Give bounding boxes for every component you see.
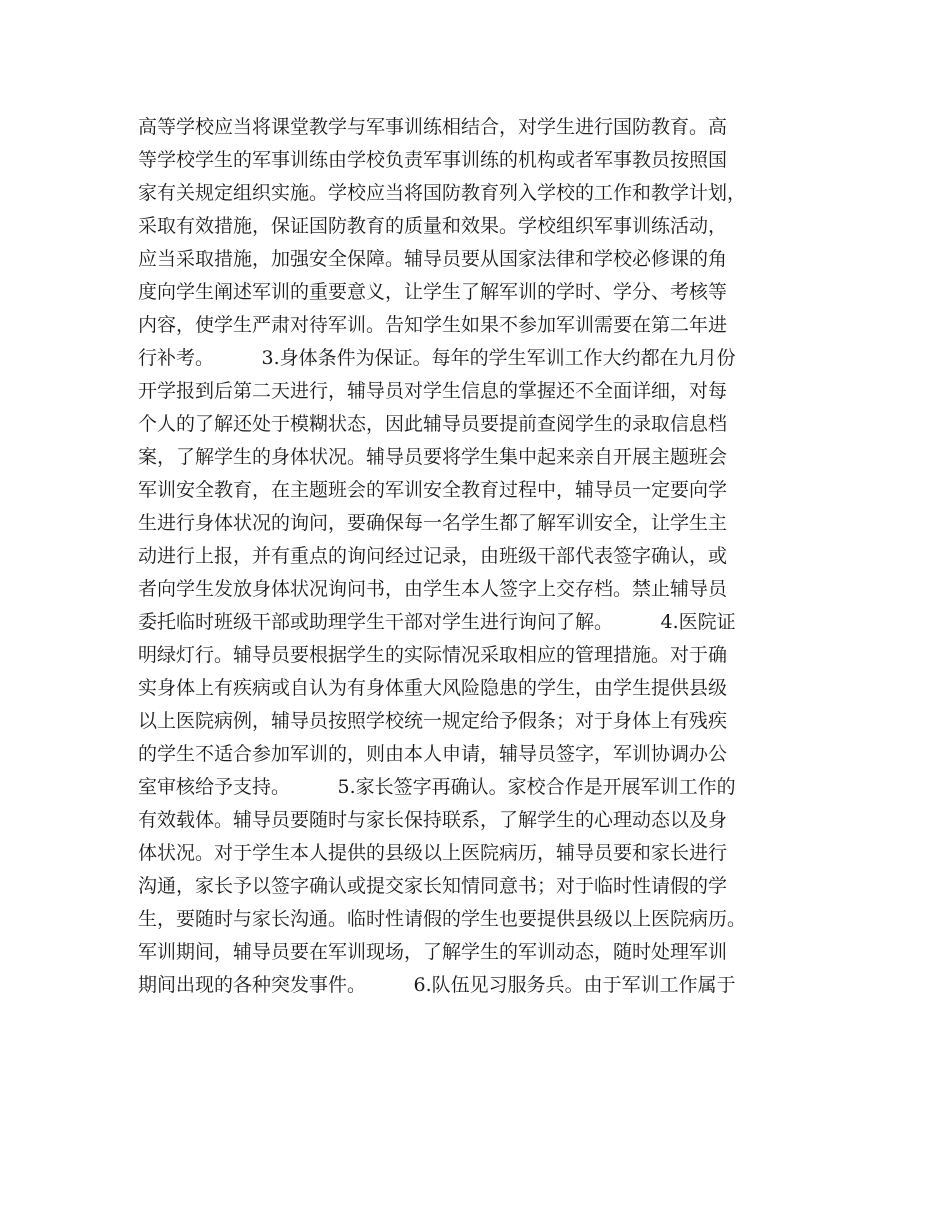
text-line: 委托临时班级干部或助理学生干部对学生进行询问了解。 4.医院证 [138, 611, 736, 633]
text-line: 实身体上有疾病或自认为有身体重大风险隐患的学生，由学生提供县级 [138, 677, 728, 699]
text-line: 明绿灯行。辅导员要根据学生的实际情况采取相应的管理措施。对于确 [138, 644, 728, 666]
text-line: 内容，使学生严肃对待军训。告知学生如果不参加军训需要在第二年进 [138, 314, 728, 336]
text-line: 以上医院病例，辅导员按照学校统一规定给予假条；对于身体上有残疾 [138, 710, 728, 732]
text-line: 应当采取措施，加强安全保障。辅导员要从国家法律和学校必修课的角 [138, 248, 728, 270]
text-line: 开学报到后第二天进行，辅导员对学生信息的掌握还不全面详细，对每 [138, 380, 728, 402]
text-line: 行补考。 3.身体条件为保证。每年的学生军训工作大约都在九月份 [138, 347, 736, 369]
text-line: 案，了解学生的身体状况。辅导员要将学生集中起来亲自开展主题班会 [138, 446, 728, 468]
text-line: 军训安全教育，在主题班会的军训安全教育过程中，辅导员一定要向学 [138, 479, 728, 501]
text-line: 高等学校应当将课堂教学与军事训练相结合，对学生进行国防教育。高 [138, 116, 728, 138]
text-line: 军训期间，辅导员要在军训现场，了解学生的军训动态，随时处理军训 [138, 941, 728, 963]
text-line: 室审核给予支持。 5.家长签字再确认。家校合作是开展军训工作的 [138, 776, 736, 798]
text-line: 生，要随时与家长沟通。临时性请假的学生也要提供县级以上医院病历。 [138, 908, 747, 930]
text-line: 度向学生阐述军训的重要意义，让学生了解军训的学时、学分、考核等 [138, 281, 728, 303]
text-line: 者向学生发放身体状况询问书，由学生本人签字上交存档。禁止辅导员 [138, 578, 728, 600]
text-line: 采取有效措施，保证国防教育的质量和效果。学校组织军事训练活动， [138, 215, 728, 237]
text-line: 生进行身体状况的询问，要确保每一名学生都了解军训安全，让学生主 [138, 512, 728, 534]
text-line: 个人的了解还处于模糊状态，因此辅导员要提前查阅学生的录取信息档 [138, 413, 728, 435]
text-line: 等学校学生的军事训练由学校负责军事训练的机构或者军事教员按照国 [138, 149, 728, 171]
text-line: 期间出现的各种突发事件。 6.队伍见习服务兵。由于军训工作属于 [138, 974, 736, 996]
text-line: 有效载体。辅导员要随时与家长保持联系，了解学生的心理动态以及身 [138, 809, 728, 831]
text-line: 的学生不适合参加军训的，则由本人申请，辅导员签字，军训协调办公 [138, 743, 728, 765]
text-line: 家有关规定组织实施。学校应当将国防教育列入学校的工作和教学计划， [138, 182, 747, 204]
body-text [138, 111, 838, 1002]
text-line: 沟通，家长予以签字确认或提交家长知情同意书；对于临时性请假的学 [138, 875, 728, 897]
text-line: 体状况。对于学生本人提供的县级以上医院病历，辅导员要和家长进行 [138, 842, 728, 864]
text-line: 动进行上报，并有重点的询问经过记录，由班级干部代表签字确认，或 [138, 545, 728, 567]
